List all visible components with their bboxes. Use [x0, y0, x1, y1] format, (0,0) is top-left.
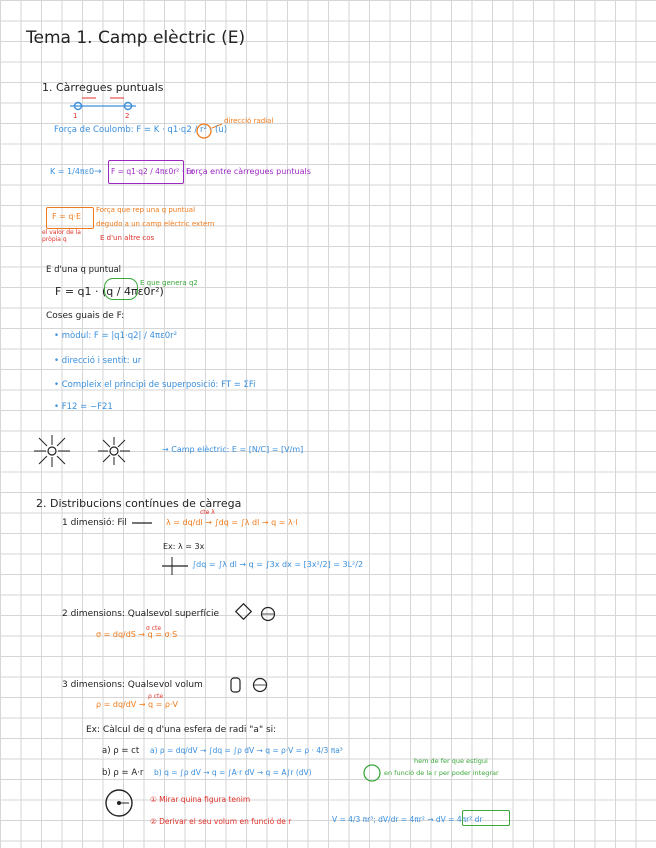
dim3-label: 3 dimensions: Qualsevol volum: [62, 680, 203, 690]
example-1-formula: ∫dq = ∫λ dl → q = ∫3x dx = [3x²/2] = 3L²/2: [192, 560, 364, 569]
example-2a-label: a) ρ = ct: [102, 746, 140, 756]
k-constant: K = 1/4πε0: [50, 167, 95, 176]
property-item: • direcció i sentit: ur: [54, 356, 142, 366]
force-formula: F = q1·q2 / 4πε0r² · ur: [111, 167, 195, 176]
step-1: ① Mirar quina figura tenim: [150, 795, 251, 804]
square-surface-icon: [236, 604, 252, 620]
dim3-formula: ρ = dq/dV → q = ρ·V: [96, 700, 179, 709]
e-point-formula: F = q1 · (q / 4πε0r²): [55, 285, 164, 298]
section-2-heading: 2. Distribucions contínues de càrrega: [36, 497, 242, 510]
field-force-formula: F = q·E: [52, 212, 82, 221]
dim2-formula: σ = dq/dS → q = σ·S: [96, 630, 178, 639]
property-item: • mòdul: F = |q1·q2| / 4πε0r²: [54, 331, 178, 341]
dim3-const-label: ρ cte: [148, 693, 164, 700]
coulomb-law: Força de Coulomb: F = K · q1·q2 / r² · (u): [54, 125, 228, 135]
example-2-title: Ex: Càlcul de q d'una esfera de radi "a" si:: [86, 725, 277, 735]
properties-heading: Coses guais de F:: [46, 311, 125, 321]
property-item: • F12 = −F21: [54, 402, 113, 412]
charge-2-label: 2: [125, 112, 130, 120]
example-2b-label: b) ρ = A·r: [102, 768, 144, 778]
field-force-note-1: Força que rep una q puntual: [96, 206, 196, 214]
e-formula-highlight: [104, 278, 138, 300]
charge-1-label: 1: [73, 112, 78, 120]
property-item: • Compleix el principi de superposició: FT = ΣFi: [54, 380, 256, 390]
coulomb-direction-note: direcció radial: [224, 117, 274, 125]
field-force-note-4: el valor de la pròpia q: [42, 229, 81, 243]
dim1-formula: λ = dq/dl → ∫dq = ∫λ dl → q = λ·l: [166, 518, 298, 527]
field-force-note-3: E d'un altre cos: [100, 234, 155, 242]
dim2-label: 2 dimensions: Qualsevol superfície: [62, 609, 220, 619]
e-point-heading: E d'una q puntual: [46, 265, 122, 275]
example-2b-note-2: en funció de la r per poder integrar: [384, 769, 499, 777]
positive-charge-field-icon: [34, 435, 70, 467]
step-2: ② Derivar el seu volum en funció de r: [150, 817, 292, 826]
cylinder-volume-icon: [231, 678, 240, 692]
field-units: → Camp elèctric: E = [N/C] = [V/m]: [162, 445, 304, 454]
field-force-note-2: degudo a un camp elèctric extern: [96, 220, 215, 228]
example-2a-formula: a) ρ = dq/dV → ∫dq = ∫ρ dV → q = ρ·V = ρ · 4/3 πa³: [150, 746, 343, 755]
example-1-title: Ex: λ = 3x: [163, 542, 205, 551]
dim1-const-label: cte λ: [200, 509, 215, 516]
section-1-heading: 1. Càrregues puntuals: [42, 81, 164, 94]
page-title: Tema 1. Camp elèctric (E): [26, 28, 246, 48]
negative-charge-field-icon: [98, 437, 130, 465]
example-2b-note-1: hem de fer que estigui: [414, 757, 488, 765]
e-point-note: E que genera q2: [140, 279, 198, 287]
step-2-formula: V = 4/3 πr³; dV/dr = 4πr² → dV = 4πr² dr: [332, 815, 483, 824]
dv-result-box: [462, 810, 510, 826]
force-note: Força entre càrregues puntuals: [186, 167, 311, 176]
example-2b-formula: b) q = ∫ρ dV → q = ∫A·r dV → q = A∫r (dV): [154, 768, 312, 777]
dim2-const-label: σ cte: [146, 625, 162, 632]
dim1-label: 1 dimensió: Fil: [62, 518, 127, 528]
